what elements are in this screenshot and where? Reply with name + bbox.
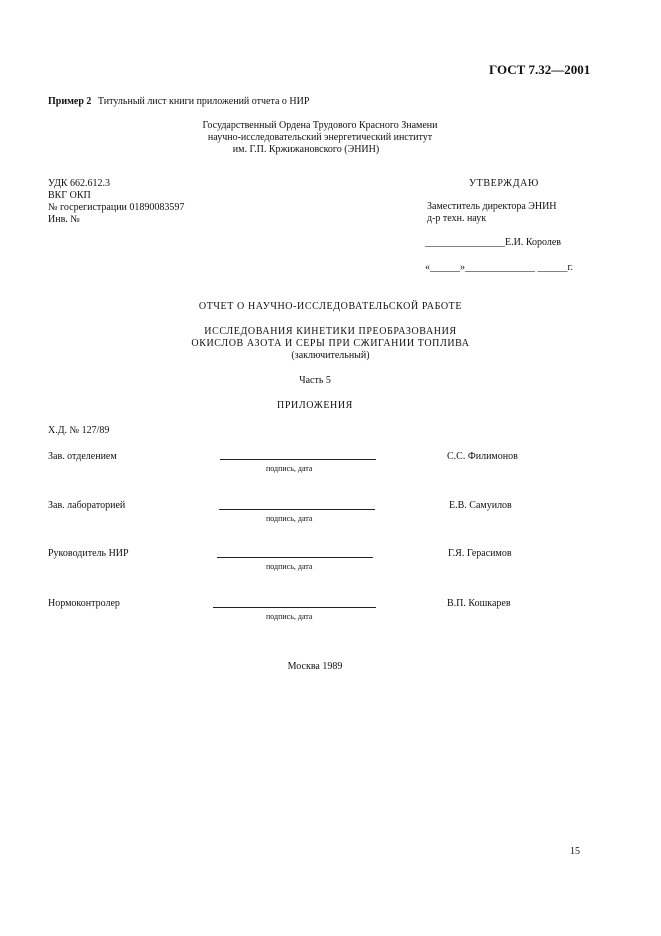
- example-caption: [48, 96, 309, 107]
- organization-line-1: Государственный Ордена Трудового Красного Знамени: [202, 120, 438, 131]
- signature-line: [220, 459, 376, 460]
- report-type: ОТЧЕТ О НАУЧНО-ИССЛЕДОВАТЕЛЬСКОЙ РАБОТЕ: [198, 301, 463, 312]
- signatory-name: Г.Я. Герасимов: [448, 548, 512, 559]
- approval-position-block: [427, 201, 557, 225]
- signature-caption: подпись, дата: [266, 464, 313, 473]
- city-year: Москва 1989: [287, 661, 343, 672]
- signatory-name: С.С. Филимонов: [447, 451, 518, 462]
- udk-code: УДК 662.612.3: [48, 178, 111, 189]
- signature-caption: подпись, дата: [266, 514, 313, 523]
- organization-block: [160, 120, 480, 156]
- approval-date-line: «______»______________ ______г.: [425, 262, 573, 273]
- approver-signature-line: ________________Е.И. Королев: [425, 237, 562, 248]
- contract-number: Х.Д. № 127/89: [48, 425, 110, 436]
- signature-caption: подпись, дата: [266, 562, 313, 571]
- signatory-role: Нормоконтролер: [48, 598, 120, 609]
- signatory-role: Зав. отделением: [48, 451, 117, 462]
- signature-line: [213, 607, 376, 608]
- organization-line-3: им. Г.П. Кржижановского (ЭНИН): [232, 144, 380, 155]
- page-number: 15: [570, 846, 580, 857]
- signature-line: [219, 509, 375, 510]
- example-label: Пример 2: [48, 96, 92, 107]
- signatory-role: Руководитель НИР: [48, 548, 129, 559]
- signatory-name: В.П. Кошкарев: [447, 598, 511, 609]
- signatory-role: Зав. лабораторией: [48, 500, 126, 511]
- organization-line-2: научно-исследовательский энергетический институт: [207, 132, 433, 143]
- report-stage: (заключительный): [291, 350, 370, 361]
- registration-number: № госрегистрации 01890083597: [48, 202, 185, 213]
- approval-title: УТВЕРЖДАЮ: [469, 178, 539, 189]
- report-part: Часть 5: [299, 375, 331, 386]
- appendices-heading: ПРИЛОЖЕНИЯ: [277, 400, 353, 411]
- approver-position: Заместитель директора ЭНИН: [427, 201, 557, 212]
- signature-caption: подпись, дата: [266, 612, 313, 621]
- example-text: Титульный лист книги приложений отчета о НИР: [97, 96, 310, 107]
- report-title-line-2: ОКИСЛОВ АЗОТА И СЕРЫ ПРИ СЖИГАНИИ ТОПЛИВА: [191, 338, 470, 349]
- standard-number: ГОСТ 7.32—2001: [489, 62, 591, 77]
- report-title-line-1: ИССЛЕДОВАНИЯ КИНЕТИКИ ПРЕОБРАЗОВАНИЯ: [204, 326, 457, 337]
- codes-block: [48, 178, 184, 226]
- signature-line: [217, 557, 373, 558]
- vkg-okp-code: ВКГ ОКП: [48, 190, 91, 201]
- signatory-name: Е.В. Самуилов: [449, 500, 512, 511]
- report-title: [0, 326, 661, 350]
- approver-degree: д-р техн. наук: [427, 213, 487, 224]
- inventory-number: Инв. №: [48, 214, 80, 225]
